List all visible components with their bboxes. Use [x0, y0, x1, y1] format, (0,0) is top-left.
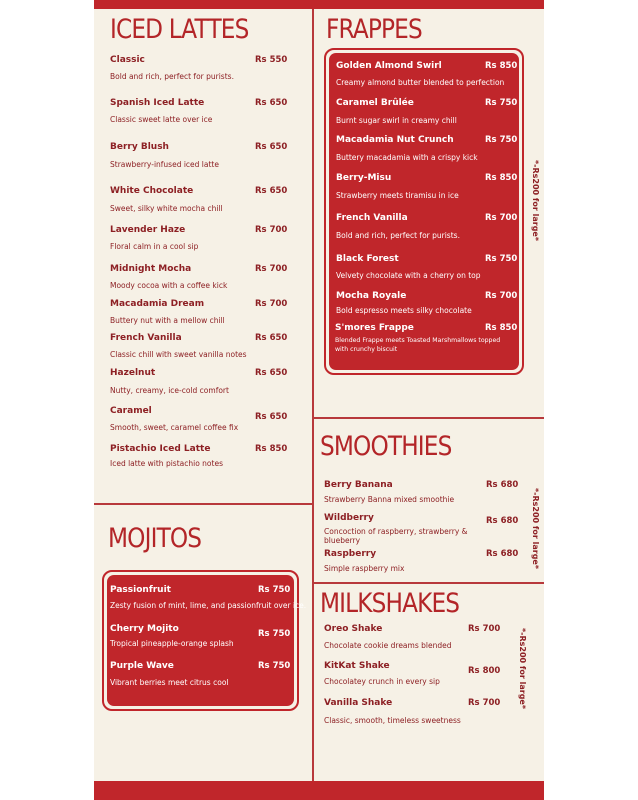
item-desc: Nutty, creamy, ice-cold comfort	[110, 386, 229, 395]
item-name: Oreo Shake	[324, 624, 383, 634]
frappes-heading: FRAPPES	[326, 14, 422, 45]
item-desc: Chocolatey crunch in every sip	[324, 677, 440, 686]
item-price: Rs 850	[485, 323, 518, 333]
item-desc: Bold espresso meets silky chocolate	[336, 306, 472, 315]
item-name: White Chocolate	[110, 186, 194, 196]
item-name: Black Forest	[336, 254, 399, 264]
item-desc: Concoction of raspberry, strawberry &	[324, 527, 468, 536]
item-desc: Strawberry meets tiramisu in ice	[336, 191, 459, 200]
mojitos-panel	[102, 570, 307, 711]
item-price: Rs 700	[468, 698, 501, 708]
item-desc: Simple raspberry mix	[324, 564, 405, 573]
item-price: Rs 650	[255, 142, 288, 152]
item-name: Caramel Brûlée	[336, 98, 414, 108]
center-divider	[312, 9, 314, 781]
item-desc: Creamy almond butter blended to perfection	[336, 78, 505, 87]
item-name: Golden Almond Swirl	[336, 61, 442, 71]
item-price: Rs 700	[255, 299, 288, 309]
item-desc: Buttery macadamia with a crispy kick	[336, 153, 478, 162]
item-price: Rs 750	[258, 661, 291, 671]
item-price: Rs 700	[255, 264, 288, 274]
bottom-band	[94, 781, 544, 800]
frappes-large-note: *-Rs200 for large*	[531, 160, 540, 242]
item-desc: Smooth, sweet, caramel coffee fix	[110, 423, 239, 432]
item-price: Rs 700	[468, 624, 501, 634]
item-name: Spanish Iced Latte	[110, 98, 205, 108]
milkshakes-large-note: *-Rs200 for large*	[518, 628, 527, 710]
item-name: Wildberry	[324, 513, 374, 523]
left-section-divider	[94, 503, 313, 505]
item-desc: Classic chill with sweet vanilla notes	[110, 350, 247, 359]
smoothies-heading: SMOOTHIES	[320, 431, 452, 462]
item-desc: Tropical pineapple-orange splash	[110, 639, 234, 648]
item-desc: Bold and rich, perfect for purists.	[110, 72, 234, 81]
item-price: Rs 750	[485, 135, 518, 145]
item-price: Rs 850	[255, 444, 288, 454]
milkshakes-heading: MILKSHAKES	[320, 588, 460, 619]
item-price: Rs 700	[255, 225, 288, 235]
item-desc-line-2: with crunchy biscuit	[335, 346, 398, 353]
item-name: Caramel	[110, 406, 152, 416]
item-name: Macadamia Dream	[110, 299, 205, 309]
menu-page	[94, 0, 544, 800]
item-price: Rs 650	[255, 333, 288, 343]
item-name: Cherry Mojito	[110, 624, 179, 634]
item-desc: Floral calm in a cool sip	[110, 242, 199, 251]
item-name: Hazelnut	[110, 368, 156, 378]
item-name: French Vanilla	[336, 213, 408, 223]
item-desc: Classic sweet latte over ice	[110, 115, 213, 124]
item-desc: Burnt sugar swirl in creamy chill	[336, 116, 457, 125]
item-name: Raspberry	[324, 549, 377, 559]
item-name: Lavender Haze	[110, 225, 186, 235]
item-name: Classic	[110, 55, 145, 65]
mojitos-heading: MOJITOS	[108, 523, 202, 554]
item-desc: Classic, smooth, timeless sweetness	[324, 716, 461, 725]
top-band	[94, 0, 544, 9]
item-price: Rs 650	[255, 412, 288, 422]
item-name: French Vanilla	[110, 333, 182, 343]
item-price: Rs 680	[486, 480, 519, 490]
item-name: Mocha Royale	[336, 291, 407, 301]
item-price: Rs 800	[468, 666, 501, 676]
item-name: Midnight Mocha	[110, 264, 192, 274]
item-desc: Strawberry-infused iced latte	[110, 160, 219, 169]
item-price: Rs 650	[255, 186, 288, 196]
item-price: Rs 750	[258, 629, 291, 639]
item-price: Rs 850	[485, 61, 518, 71]
item-price: Rs 850	[485, 173, 518, 183]
item-desc: Vibrant berries meet citrus cool	[110, 678, 229, 687]
item-name: Berry Blush	[110, 142, 169, 152]
item-name: Berry Banana	[324, 480, 393, 490]
iced-lattes-heading: ICED LATTES	[110, 14, 249, 45]
right-divider-2	[313, 582, 544, 584]
item-desc: Sweet, silky white mocha chill	[110, 204, 223, 213]
item-desc: Iced latte with pistachio notes	[110, 459, 223, 468]
item-desc: Moody cocoa with a coffee kick	[110, 281, 228, 290]
item-price: Rs 680	[486, 549, 519, 559]
item-name: Vanilla Shake	[324, 698, 393, 708]
item-desc: Chocolate cookie dreams blended	[324, 641, 452, 650]
item-price: Rs 650	[255, 368, 288, 378]
frappes-panel	[324, 48, 524, 375]
item-name: Pistachio Iced Latte	[110, 444, 211, 454]
smoothies-large-note: *-Rs200 for large*	[531, 488, 540, 570]
item-desc: Bold and rich, perfect for purists.	[336, 231, 460, 240]
item-name: Berry-Misu	[336, 173, 392, 183]
item-desc-line-2: blueberry	[324, 536, 361, 545]
item-price: Rs 680	[486, 516, 519, 526]
item-price: Rs 750	[258, 585, 291, 595]
item-price: Rs 550	[255, 55, 288, 65]
item-desc: Zesty fusion of mint, lime, and passionfruit over ice.	[110, 601, 307, 610]
item-name: Macadamia Nut Crunch	[336, 135, 454, 145]
item-price: Rs 700	[485, 291, 518, 301]
item-desc: Buttery nut with a mellow chill	[110, 316, 225, 325]
item-name: Passionfruit	[110, 585, 171, 595]
item-name: S'mores Frappe	[335, 323, 414, 333]
item-price: Rs 700	[485, 213, 518, 223]
right-divider-1	[313, 417, 544, 419]
item-price: Rs 650	[255, 98, 288, 108]
item-desc: Strawberry Banna mixed smoothie	[324, 495, 455, 504]
item-desc: Blended Frappe meets Toasted Marshmallows topped	[335, 337, 501, 344]
item-price: Rs 750	[485, 254, 518, 264]
item-name: KitKat Shake	[324, 661, 390, 671]
item-desc: Velvety chocolate with a cherry on top	[336, 271, 481, 280]
item-price: Rs 750	[485, 98, 518, 108]
item-name: Purple Wave	[110, 661, 174, 671]
